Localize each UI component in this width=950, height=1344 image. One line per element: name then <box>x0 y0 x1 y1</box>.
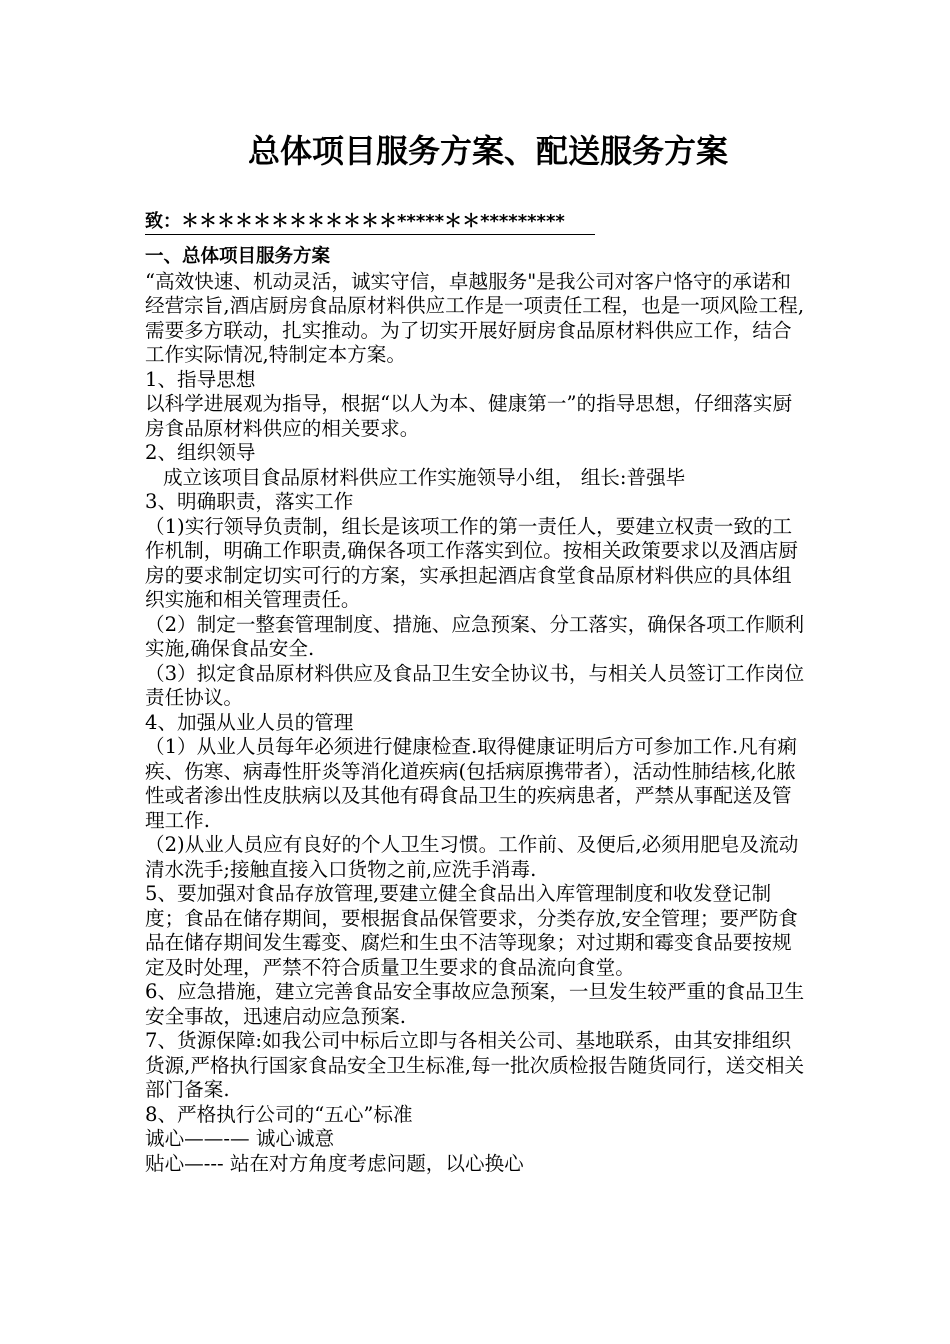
paragraph: （2）制定一整套管理制度、措施、应急预案、分工落实，确保各项工作顺利实施,确保食品安全. <box>145 612 805 660</box>
paragraph: 6、应急措施，建立完善食品安全事故应急预案，一旦发生较严重的食品卫生安全事故，迅速启动应急预案. <box>145 980 805 1028</box>
paragraph: 7、货源保障:如我公司中标后立即与各相关公司、基地联系，由其安排组织货源,严格执行国家食品安全卫生标准,每一批次质检报告随货同行，送交相关部门备案. <box>145 1029 805 1101</box>
paragraph: （3）拟定食品原材料供应及食品卫生安全协议书，与相关人员签订工作岗位责任协议。 <box>145 661 805 709</box>
paragraph: 贴心—--- 站在对方角度考虑问题，以心换心 <box>145 1151 524 1175</box>
paragraph: 2、组织领导 <box>145 441 256 464</box>
paragraph: 诚心——-— 诚心诚意 <box>145 1127 335 1150</box>
document-body <box>145 245 810 1176</box>
paragraph: 成立该项目食品原材料供应工作实施领导小组， 组长:普强毕 <box>163 465 686 489</box>
section-heading: 一、总体项目服务方案 <box>145 246 331 267</box>
paragraph: （1）从业人员每年必须进行健康检查.取得健康证明后方可参加工作.凡有痢疾、伤寒、病毒性肝炎等消化道疾病(包括病原携带者），活动性肺结核,化脓性或者渗出性皮肤病以及其他有碍食品卫生的疾病患者，严禁从事配送及管理工作. <box>145 735 797 832</box>
paragraph: 4、加强从业人员的管理 <box>145 710 354 734</box>
document-title: 总体项目服务方案、配送服务方案 <box>248 132 729 170</box>
paragraph: 5、要加强对食品存放管理,要建立健全食品出入库管理制度和收发登记制度；食品在储存期间，要根据食品保管要求，分类存放,安全管理；要严防食品在储存期间发生霉变、腐烂和生虫不洁等现象；对过期和霉变食品要按规定及时处理，严禁不符合质量卫生要求的食品流向食堂。 <box>145 882 798 979</box>
paragraph: “高效快速、机动灵活，诚实守信，卓越服务"是我公司对客户恪守的承诺和经营宗旨,酒店厨房食品原材料供应工作是一项责任工程，也是一项风险工程,需要多方联动，扎实推动。为了切实开展好厨房食品原材料供应工作，结合工作实际情况,特制定本方案。 <box>145 269 805 366</box>
paragraph: 以科学进展观为指导，根据“以人为本、健康第一”的指导思想，仔细落实厨房食品原材料供应的相关要求。 <box>145 392 793 440</box>
paragraph: （2)从业人员应有良好的个人卫生习惯。工作前、及便后,必须用肥皂及流动清水洗手;接触直接入口货物之前,应洗手消毒. <box>145 833 799 881</box>
paragraph: 8、严格执行公司的“五心”标准 <box>145 1102 413 1126</box>
paragraph: （1)实行领导负责制，组长是该项工作的第一责任人，要建立权责一致的工作机制，明确工作职责,确保各项工作落实到位。按相关政策要求以及酒店厨房的要求制定切实可行的方案，实承担起酒店食堂食品原材料供应的具体组织实施和相关管理责任。 <box>145 514 798 611</box>
paragraph: 1、指导思想 <box>145 367 256 391</box>
paragraph: 3、明确职责，落实工作 <box>145 490 354 513</box>
addressee-line: 致：＊＊＊＊＊＊＊＊＊＊＊＊*****＊＊********* <box>145 210 595 235</box>
